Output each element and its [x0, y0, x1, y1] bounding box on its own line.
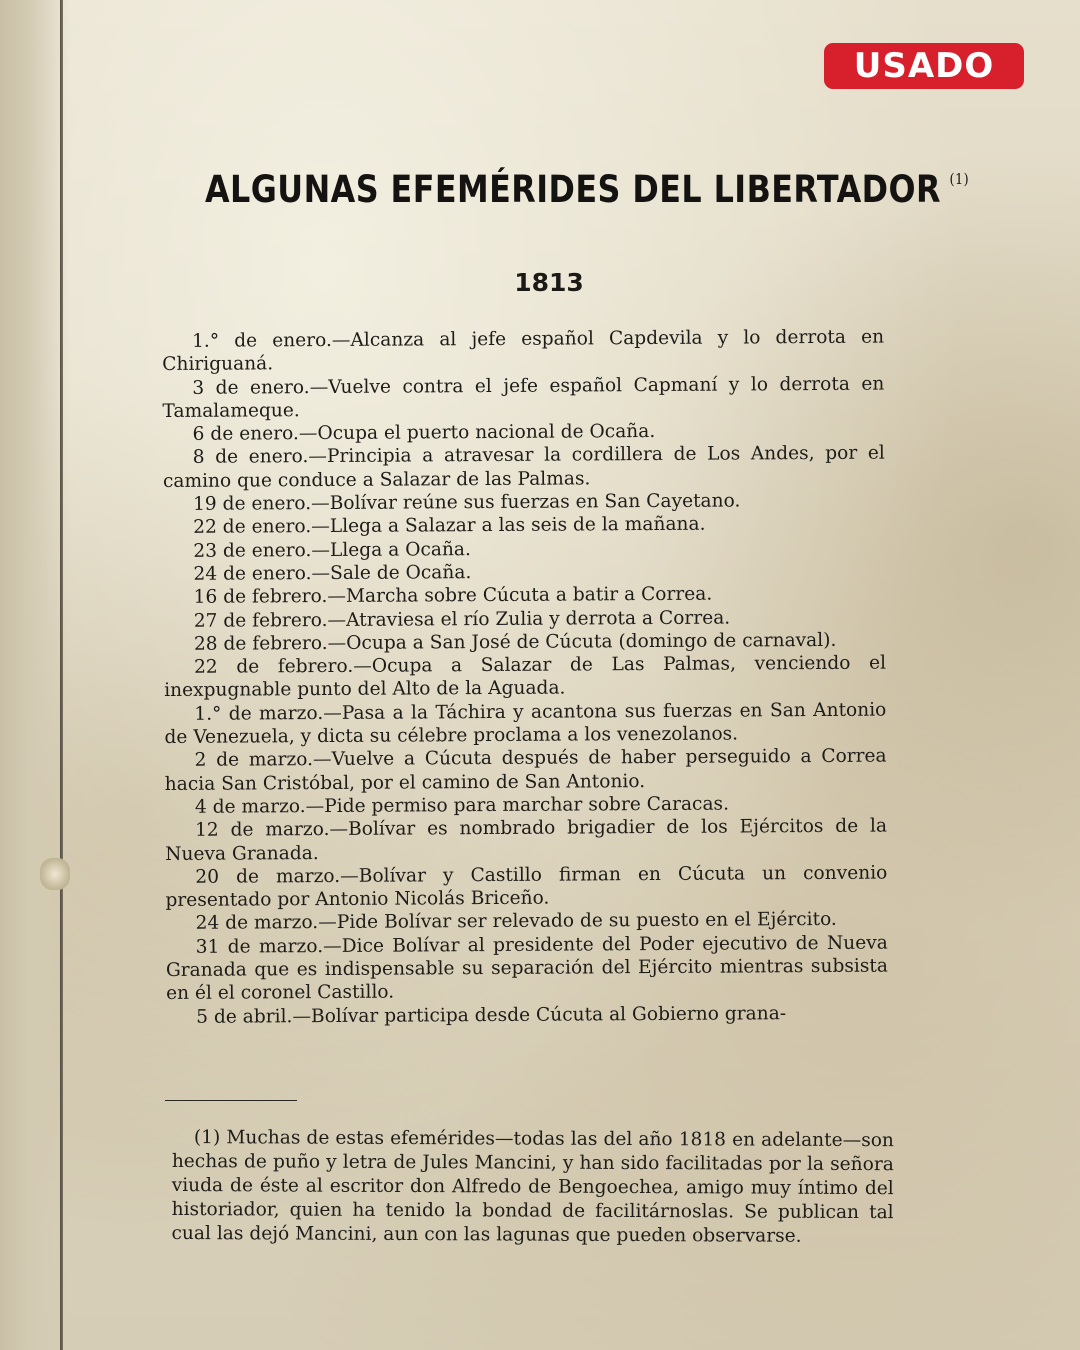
entry: 2 de marzo.—Vuelve a Cúcuta después de haber perseguido a Correa hacia San Cristóbal, por el camino de San Antonio.: [164, 745, 887, 795]
entry: 1.° de enero.—Alcanza al jefe español Capdevila y lo derrota en Chiriguaná.: [162, 326, 885, 376]
entries-list: [162, 326, 888, 1029]
entry: 24 de enero.—Sale de Ocaña.: [193, 562, 472, 585]
entry: 22 de enero.—Llega a Salazar a las seis de la mañana.: [193, 514, 706, 539]
entry: 16 de febrero.—Marcha sobre Cúcuta a batir a Correa.: [193, 583, 713, 609]
page-title: [205, 168, 970, 211]
entry: 3 de enero.—Vuelve contra el jefe español Capmaní y lo derrota en Tamalameque.: [162, 373, 885, 422]
footnote-divider: [165, 1100, 297, 1101]
entry: 19 de enero.—Bolívar reúne sus fuerzas en San Cayetano.: [193, 490, 741, 515]
entry: 27 de febrero.—Atraviesa el río Zulia y derrota a Correa.: [193, 607, 731, 632]
page-title-text: ALGUNAS EFEMÉRIDES DEL LIBERTADOR: [205, 168, 941, 211]
entry: 31 de marzo.—Dice Bolívar al presidente del Poder ejecutivo de Nueva Granada que es indispensable su separación del Ejército mientras subsista en él el coronel Castillo.: [165, 932, 888, 1005]
entry: 4 de marzo.—Pide permiso para marchar sobre Caracas.: [194, 793, 730, 818]
entry: 28 de febrero.—Ocupa a San José de Cúcuta (domingo de carnaval).: [193, 629, 837, 655]
entry: 23 de enero.—Llega a Ocaña.: [193, 538, 471, 562]
entry: 24 de marzo.—Pide Bolívar ser relevado de su puesto en el Ejército.: [195, 909, 837, 935]
entry: 20 de marzo.—Bolívar y Castillo firman en Cúcuta un convenio presentado por Antonio Nicolás Briceño.: [165, 862, 888, 912]
entry: 22 de febrero.—Ocupa a Salazar de Las Palmas, venciendo el inexpugnable punto del Alto de la Aguada.: [164, 652, 887, 702]
entry: 1.° de marzo.—Pasa a la Táchira y acantona sus fuerzas en San Antonio de Venezuela, y dicta su célebre proclama a los venezolanos.: [164, 699, 887, 749]
entry: 5 de abril.—Bolívar participa desde Cúcuta al Gobierno grana-: [196, 1002, 787, 1028]
year-heading: 1813: [514, 268, 584, 297]
condition-badge: USADO: [824, 43, 1024, 89]
entry: 6 de enero.—Ocupa el puerto nacional de Ocaña.: [192, 421, 656, 446]
entry: 8 de enero.—Principia a atravesar la cordillera de Los Andes, por el camino que conduce a Salazar de las Palmas.: [162, 443, 885, 492]
entry: 12 de marzo.—Bolívar es nombrado brigadier de los Ejércitos de la Nueva Granada.: [165, 815, 888, 865]
binding-thread: [40, 858, 70, 890]
title-footnote-ref: (1): [949, 170, 970, 188]
footnote: (1) Muchas de estas efemérides—todas las del año 1818 en adelante—son hechas de puño y letra de Jules Mancini, y han sido facilitadas por la señora viuda de éste al escritor don Alfredo de Bengoechea, amigo muy íntimo del historiador, quien ha tenido la bondad de facilitárnoslas. Se publican tal cual las dejó Mancini, aun con las lagunas que pueden observarse.: [171, 1127, 894, 1247]
book-spine: [60, 0, 63, 1350]
